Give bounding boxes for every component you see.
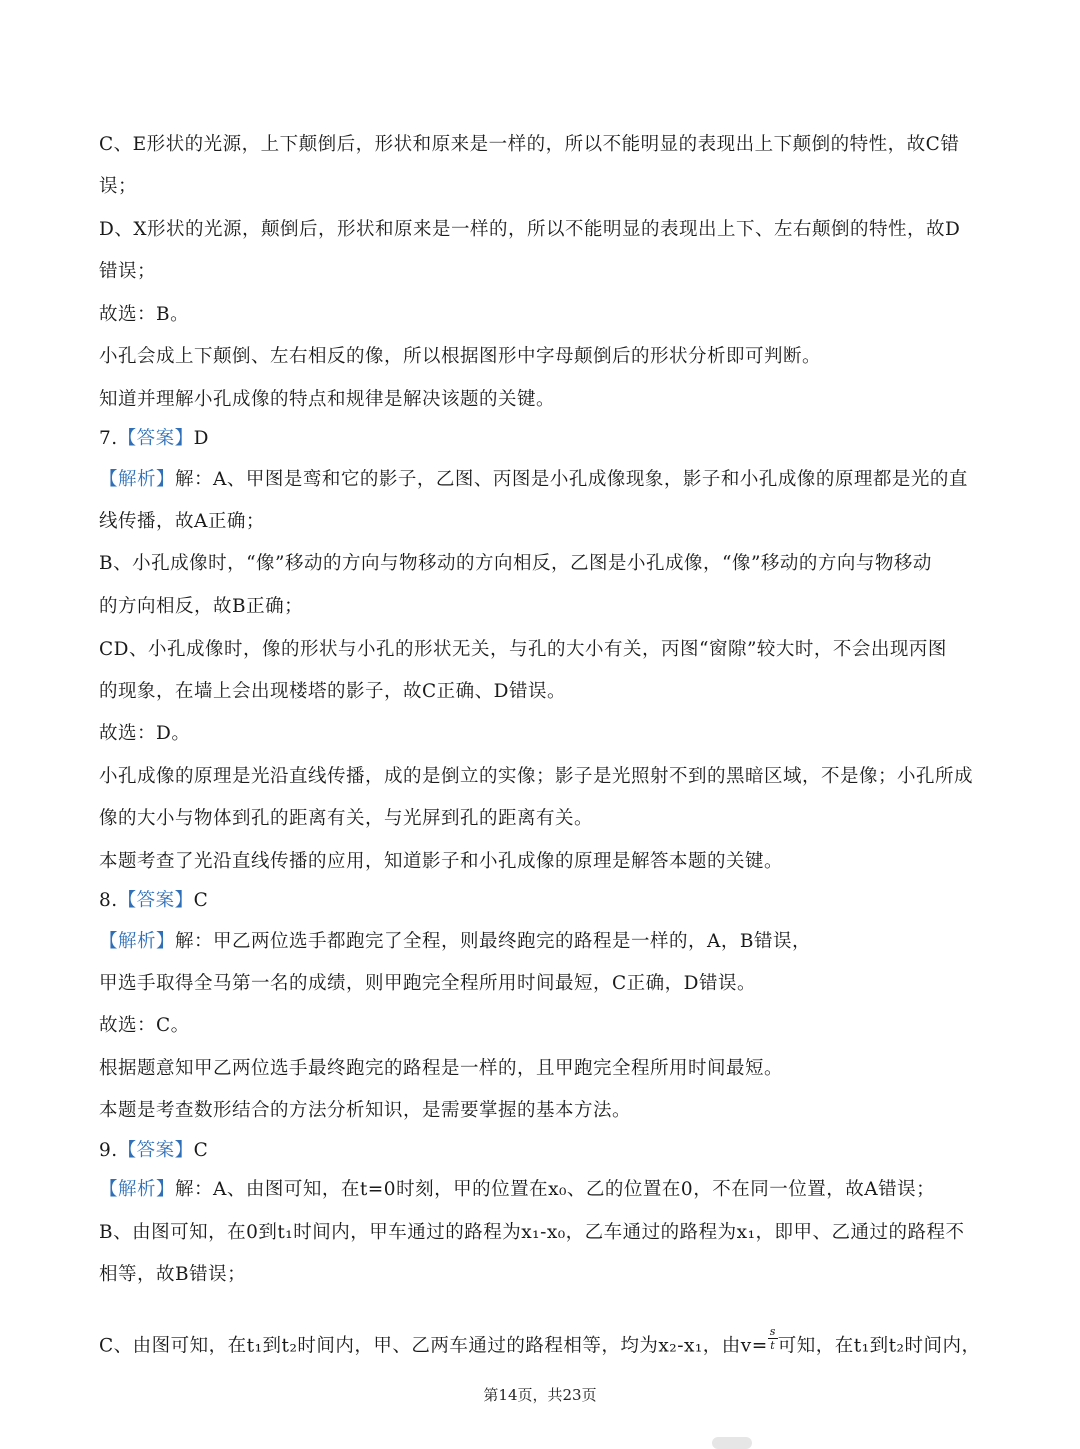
text-line: CD、小孔成像时，像的形状与小孔的形状无关，与孔的大小有关，丙图“窗隙”较大时，不会出现丙图 — [99, 639, 947, 660]
text-line: 根据题意知甲乙两位选手最终跑完的路程是一样的，且甲跑完全程所用时间最短。 — [99, 1058, 784, 1079]
text-line: C、E形状的光源，上下颠倒后，形状和原来是一样的，所以不能明显的表现出上下颠倒的特性，故C错 — [99, 134, 960, 155]
question-number: 7. — [99, 428, 118, 449]
text-line: B、小孔成像时，“像”移动的方向与物移动的方向相反，乙图是小孔成像，“像”移动的方向与物移动 — [99, 553, 932, 574]
page-footer: 第14页，共23页 — [483, 1386, 597, 1404]
text-line: 故选：B。 — [99, 304, 190, 325]
text-line: 线传播，故A正确； — [99, 511, 265, 532]
answer-tag: 【答案】 — [117, 428, 194, 449]
question-number: 8. — [99, 890, 118, 911]
velocity-fraction — [768, 1325, 778, 1352]
fraction-numerator: s — [769, 1325, 776, 1338]
answer-value: C — [193, 890, 209, 911]
text-line: 故选：C。 — [99, 1015, 190, 1036]
text-line: 本题是考查数形结合的方法分析知识，是需要掌握的基本方法。 — [99, 1100, 632, 1121]
text-line: 小孔成像的原理是光沿直线传播，成的是倒立的实像；影子是光照射不到的黑暗区域，不是像；小孔所成 — [99, 766, 974, 787]
text-line: 知道并理解小孔成像的特点和规律是解决该题的关键。 — [99, 389, 556, 410]
answer-line-q9 — [99, 1138, 979, 1164]
analysis-text: 解：甲乙两位选手都跑完了全程，则最终跑完的路程是一样的，A，B错误， — [175, 931, 811, 952]
text-line: B、由图可知，在0到t₁时间内，甲车通过的路程为x₁-x₀，乙车通过的路程为x₁，即甲、乙通过的路程不 — [99, 1222, 965, 1243]
analysis-tag: 【解析】 — [99, 931, 176, 952]
answer-value: D — [193, 428, 210, 449]
text-line: 相等，故B错误； — [99, 1264, 247, 1285]
analysis-line-q8 — [99, 929, 979, 955]
formula-text-after: 可知，在t₁到t₂时间内， — [777, 1335, 981, 1357]
analysis-line-q7 — [99, 467, 979, 493]
formula-line — [99, 1325, 981, 1360]
answer-line-q7 — [99, 426, 979, 452]
analysis-tag: 【解析】 — [99, 1179, 176, 1200]
analysis-line-q9 — [99, 1177, 979, 1203]
text-line: 小孔会成上下颠倒、左右相反的像，所以根据图形中字母颠倒后的形状分析即可判断。 — [99, 346, 822, 367]
text-line: 本题考查了光沿直线传播的应用，知道影子和小孔成像的原理是解答本题的关键。 — [99, 851, 784, 872]
text-line: 甲选手取得全马第一名的成绩，则甲跑完全程所用时间最短，C正确，D错误。 — [99, 973, 756, 994]
answer-tag: 【答案】 — [117, 890, 194, 911]
answer-tag: 【答案】 — [117, 1140, 194, 1161]
answer-line-q8 — [99, 888, 979, 914]
scan-smudge — [712, 1437, 752, 1449]
analysis-text: 解：A、甲图是鸾和它的影子，乙图、丙图是小孔成像现象，影子和小孔成像的原理都是光的直 — [175, 469, 968, 490]
text-line: 像的大小与物体到孔的距离有关，与光屏到孔的距离有关。 — [99, 808, 594, 829]
answer-value: C — [193, 1140, 209, 1161]
text-line: 的方向相反，故B正确； — [99, 596, 304, 617]
analysis-text: 解：A、由图可知，在t=0时刻，甲的位置在x₀、乙的位置在0，不在同一位置，故A错误； — [175, 1179, 936, 1200]
text-line: D、X形状的光源，颠倒后，形状和原来是一样的，所以不能明显的表现出上下、左右颠倒的特性，故D — [99, 219, 961, 240]
text-line: 故选：D。 — [99, 723, 191, 744]
fraction-denominator: t — [770, 1339, 776, 1352]
analysis-tag: 【解析】 — [99, 469, 176, 490]
text-line: 错误； — [99, 261, 157, 282]
formula-text-before: C、由图可知，在t₁到t₂时间内，甲、乙两车通过的路程相等，均为x₂-x₁，由v= — [99, 1335, 768, 1357]
text-line: 误； — [99, 176, 138, 197]
text-line: 的现象，在墙上会出现楼塔的影子，故C正确、D错误。 — [99, 681, 566, 702]
question-number: 9. — [99, 1140, 118, 1161]
